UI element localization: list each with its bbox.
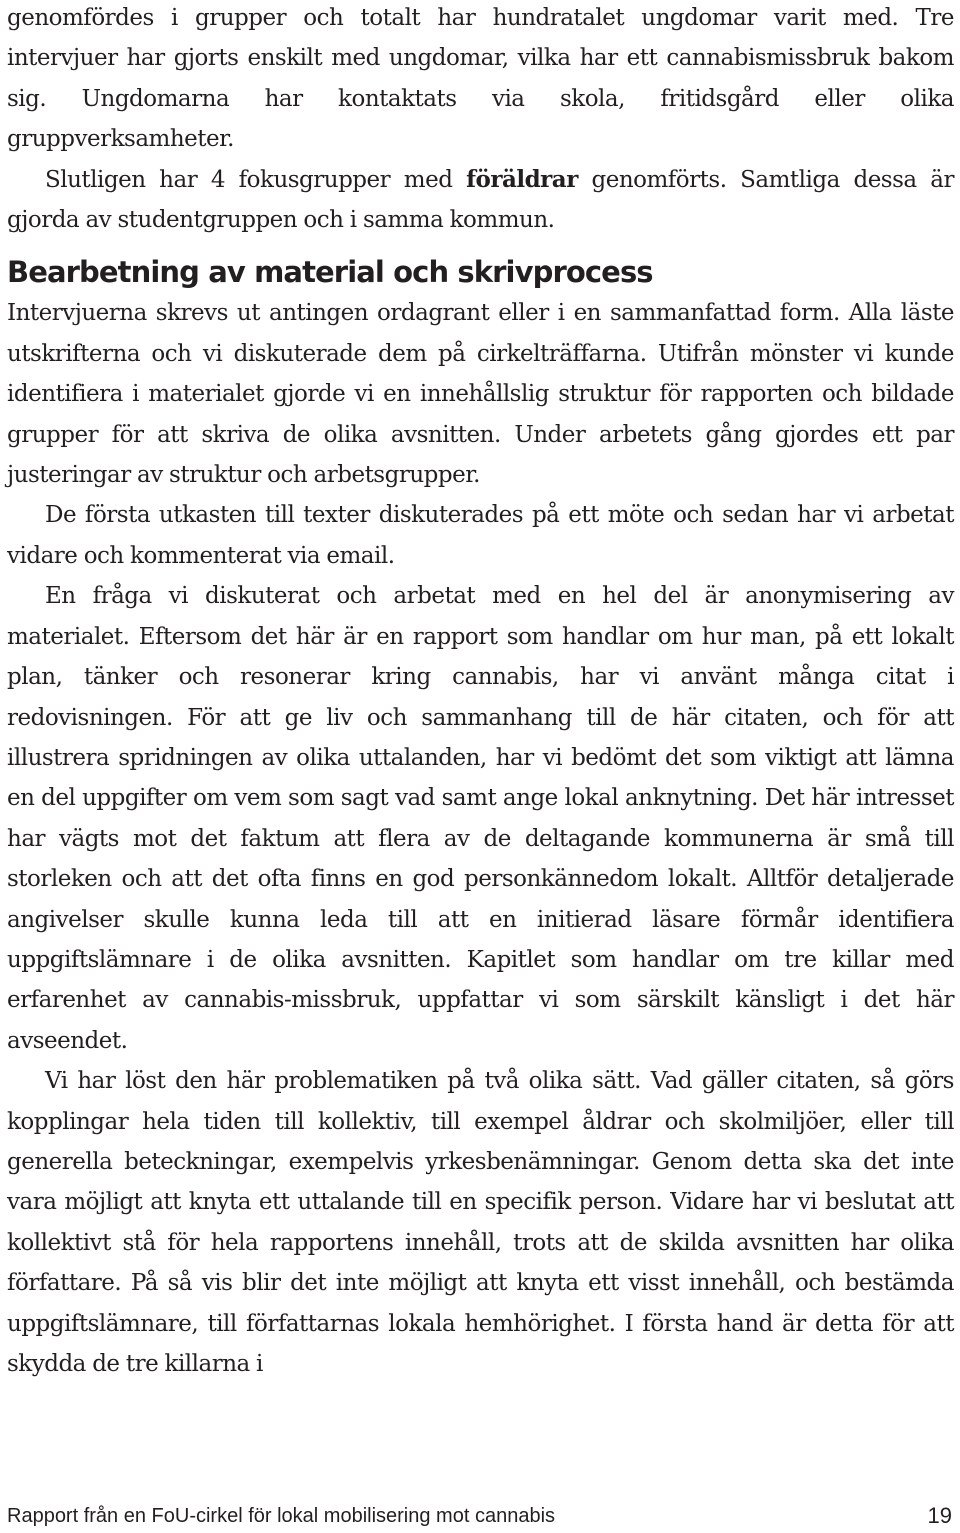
document-page [7,0,954,1384]
page-number: 19 [927,1503,952,1528]
paragraph-parents-end: genomförts. Samtliga dessa är gjorda av studentgruppen och i samma kommun. [7,166,954,234]
paragraph-transcription: Intervjuerna skrevs ut antingen ordagrant eller i en sammanfattad form. Alla läste utskrifterna och vi diskuterade dem på cirkelträffarna. Utifrån mönster vi kunde identifiera i materialet gjorde vi en innehållslig struktur för rapporten och bildade grupper för att skriva de olika avsnitten. Under arbetets gång gjordes ett par justeringar av struktur och arbetsgrupper. [7,300,954,489]
footer-title: Rapport från en FoU-cirkel för lokal mobilisering mot cannabis [7,1505,556,1527]
paragraph-parents [7,160,954,241]
paragraph-parents-start: Slutligen har 4 fokusgrupper med [45,166,467,193]
paragraph-drafts: De första utkasten till texter diskuterades på ett möte och sedan har vi arbetat vidare och kommenterat via email. [7,502,954,569]
section-heading: Bearbetning av material och skrivprocess [7,255,653,290]
emphasis-parents: föräldrar [466,165,578,193]
paragraph-intro: genomfördes i grupper och totalt har hundratalet ungdomar varit med. Tre intervjuer har gjorts enskilt med ungdomar, vilka har ett cannabismissbruk bakom sig. Ungdomarna har kontaktats via skola, fritidsgård eller olika gruppverksamheter. [7,5,954,153]
paragraph-anonymization: En fråga vi diskuterat och arbetat med en hel del är anonymisering av materialet. Eftersom det här är en rapport som handlar om hur man, på ett lokalt plan, tänker och resonerar kring cannabis, har vi använt många citat i redovisningen. För att ge liv och sammanhang till de här citaten, och för att illustrera spridningen av olika uttalanden, har vi bedömt det som viktigt att lämna en del uppgifter om vem som sagt vad samt ange lokal anknytning. Det här intresset har vägts mot det faktum att flera av de deltagande kommunerna är små till storleken och att det ofta finns en god personkännedom lokalt. Alltför detaljerade angivelser skulle kunna leda till att en initierad läsare förmår identifiera uppgiftslämnare i de olika avsnitten. Kapitlet som handlar om tre killar med erfarenhet av cannabis-missbruk, uppfattar vi som särskilt känsligt i det här avseendet. [7,583,954,1054]
paragraph-solution: Vi har löst den här problematiken på två olika sätt. Vad gäller citaten, så görs kopplingar hela tiden till kollektiv, till exempel åldrar och skolmiljöer, eller till generella beteckningar, exempelvis yrkesbenämningar. Genom detta ska det inte vara möjligt att knyta ett uttalande till en specifik person. Vidare har vi beslutat att kollektivt stå för hela rapportens innehåll, trots att de skilda avsnitten har olika författare. På så vis blir det inte möjligt att knyta ett visst innehåll, och bestämda uppgiftslämnare, till författarnas lokala hemhörighet. I första hand är detta för att skydda de tre killarna i [7,1068,954,1377]
